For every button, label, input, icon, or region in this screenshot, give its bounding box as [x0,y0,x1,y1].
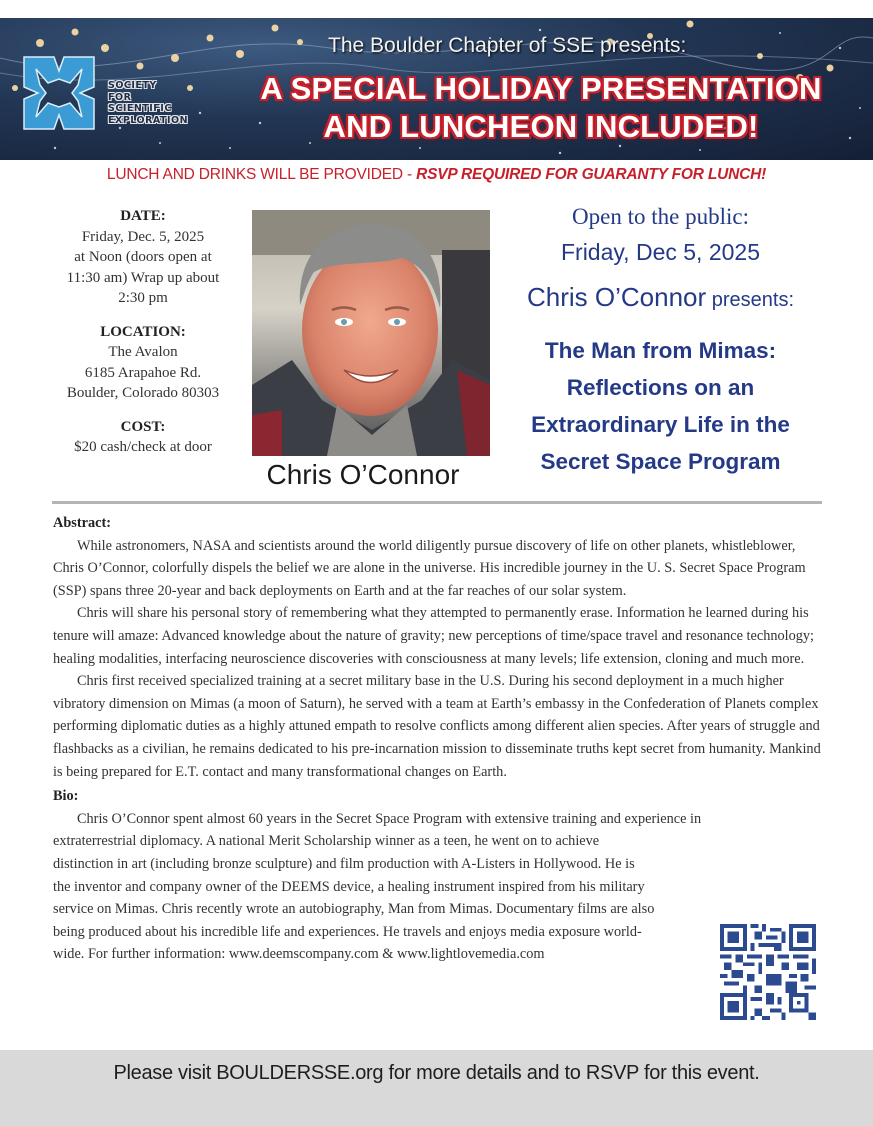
talk-title-line: The Man from Mimas: [544,338,777,363]
date-block [48,206,238,309]
speaker-photo-caption: Chris O’Connor [266,459,460,490]
bio-line: wide. For further information: www.deemscompany.com & www.lightlovemedia.com [53,946,545,963]
cost-label: COST: [120,418,166,435]
date-line: 2:30 pm [118,290,168,306]
footer-visit-text[interactable]: Please visit BOULDERSSE.org for more details and to RSVP for this event. [113,1062,760,1084]
footer-bar [0,1050,873,1126]
presenter-line [498,281,823,316]
bio-line: service on Mimas. Chris recently wrote an autobiography, Man from Mimas. Documentary films are also [53,901,655,918]
date-line: 11:30 am) Wrap up about [66,269,220,286]
speaker-portrait-image [252,210,490,456]
location-line: 6185 Arapahoe Rd. [84,364,202,381]
bio-line: Chris O’Connor spent almost 60 years in the Secret Space Program with extensive training and experience in [77,810,702,827]
talk-title-line: Secret Space Program [540,449,781,474]
location-block [48,322,238,404]
headline-date: Friday, Dec 5, 2025 [560,239,760,265]
talk-title [498,332,823,480]
presenter-suffix: presents: [706,289,794,311]
bio-text [53,808,823,966]
event-banner [0,18,873,160]
talk-title-line: Reflections on an [566,375,755,400]
event-headline [498,202,823,480]
bio-heading: Bio: [53,788,79,805]
cost-text: $20 cash/check at door [74,439,212,455]
section-divider [52,501,822,504]
date-label: DATE: [120,208,166,224]
bio-line: the inventor and company owner of the DEEMS device, a healing instrument inspired from his military [53,878,645,895]
presenter-name: Chris O’Connor [527,282,707,312]
logo-text-line: SOCIETY [108,80,157,91]
talk-title-line: Extraordinary Life in the [531,412,790,437]
open-to-public: Open to the public: [572,204,749,229]
logo-text-line: FOR [108,91,132,103]
rsvp-notice-emphasis: RSVP REQUIRED FOR GUARANTY FOR LUNCH! [416,166,767,183]
speaker-photo [252,210,490,456]
date-line: Friday, Dec. 5, 2025 [81,228,205,245]
bio-line: distinction in art (including bronze sculpture) and film production with A-Listers in Hollywood. He is [53,855,635,872]
cost-block [48,417,238,458]
abstract-heading: Abstract: [53,515,111,531]
abstract-paragraph: Chris will share his personal story of remembering what they attempted to permanently erase. Information he learned during his tenure will amaze: Advanced knowledge about the nature of gravity; new perceptions of time/space travel and resonance technology; healing modalities, interfacing neuroscience discoveries with consciousness at many levels; life extension, cloning and much more. [53,605,815,667]
logo-text-line: SCIENTIFIC [108,103,172,114]
sse-logo-icon [20,53,98,133]
logo-text-line: EXPLORATION [108,114,189,126]
location-line: The Avalon [108,344,178,360]
bio-line: extraterrestrial diplomacy. A national Merit Scholarship winner as a teen, he went on to achieve [53,833,600,850]
rsvp-notice [0,166,873,184]
body-content [53,512,823,966]
location-label: LOCATION: [100,323,186,340]
rsvp-notice-plain: LUNCH AND DRINKS WILL BE PROVIDED - [106,166,417,183]
event-details [48,206,238,471]
abstract-paragraph: Chris first received specialized training at a secret military base in the U.S. During his second deployment in a much higher vibratory dimension on Mimas (a moon of Saturn), he served with a team at Earth’s embassy in the Confederation of Planets complex performing diplomatic duties as a highly attuned empath to resolve conflicts among different alien species. After years of struggle and flashbacks as a civilian, he remains dedicated to his pre-incarnation mission to disseminate truths kept secret from humanity. Mankind is being prepared for E.T. contact and many transformational changes on Earth. [53,673,821,780]
banner-title-line: A SPECIAL HOLIDAY PRESENTATION [260,71,822,106]
sse-logo-text [108,80,188,126]
banner-subtitle: The Boulder Chapter of SSE presents: [328,34,687,57]
bio-line: being produced about his incredible life and experiences. He travels and enjoys media exposure world- [53,923,642,940]
banner-title [236,70,846,146]
date-line: at Noon (doors open at [74,249,212,265]
banner-title-line: AND LUNCHEON INCLUDED! [323,109,759,144]
abstract-paragraph: While astronomers, NASA and scientists around the world diligently pursue discovery of life on other planets, whistleblower, Chris O’Connor, colorfully dispels the belief we are alone in the universe. His incredible journey in the U. S. Secret Space Program (SSP) spans three 20-year and back deployments on Earth and at the far reaches of our solar system. [53,537,806,599]
location-line: Boulder, Colorado 80303 [66,385,220,401]
qr-code-icon[interactable] [717,924,819,1020]
